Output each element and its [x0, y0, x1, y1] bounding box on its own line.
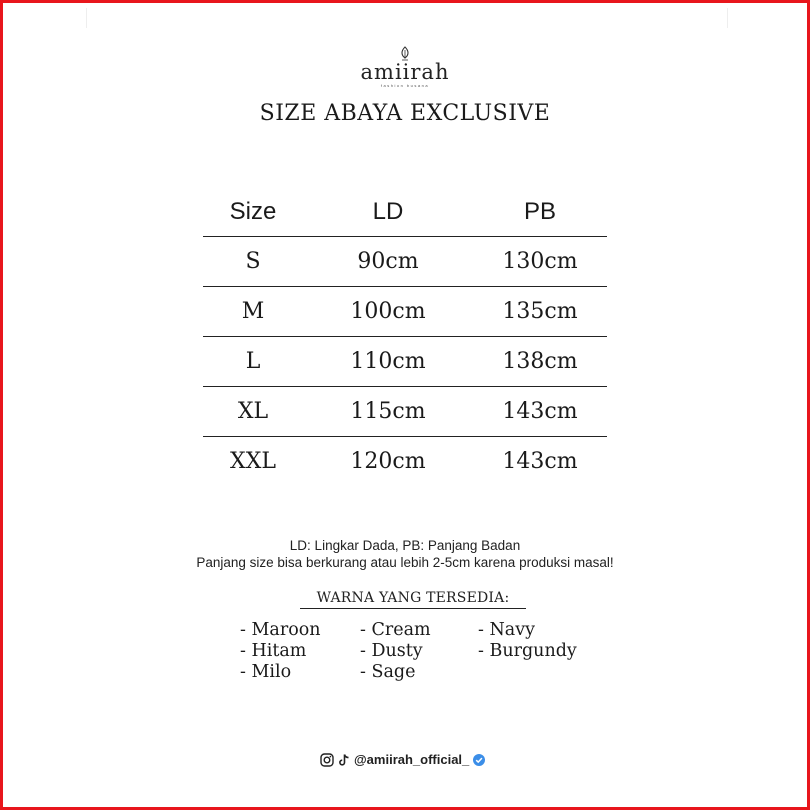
list-item: - Burgundy — [478, 641, 577, 661]
size-disclaimer: Panjang size bisa berkurang atau lebih 2-5cm karena produksi masal! — [196, 555, 614, 570]
table-row — [203, 387, 607, 437]
cell-ld: 115cm — [303, 387, 473, 437]
column-header-pb: PB — [523, 198, 556, 225]
color-list-column-1 — [240, 620, 321, 683]
tiktok-icon[interactable] — [337, 753, 351, 767]
table-row — [203, 437, 607, 487]
cell-pb: 138cm — [473, 337, 607, 387]
cell-size: XXL — [203, 437, 303, 487]
cell-size: S — [203, 237, 303, 287]
color-list-column-3 — [478, 620, 577, 662]
cell-pb: 143cm — [473, 387, 607, 437]
cell-ld: 90cm — [303, 237, 473, 287]
table-row — [203, 287, 607, 337]
size-table — [203, 188, 607, 486]
table-row — [203, 337, 607, 387]
cell-ld: 120cm — [303, 437, 473, 487]
list-item: - Milo — [240, 662, 292, 682]
color-list-column-2 — [360, 620, 431, 683]
faint-inner-frame — [86, 8, 728, 28]
cell-pb: 130cm — [473, 237, 607, 287]
instagram-icon[interactable] — [320, 753, 334, 767]
cell-ld: 110cm — [303, 337, 473, 387]
brand-tagline: fashion busana — [380, 83, 430, 88]
cell-pb: 135cm — [473, 287, 607, 337]
page-title: SIZE ABAYA EXCLUSIVE — [259, 101, 551, 126]
table-header-row — [203, 188, 607, 237]
abbreviation-legend: LD: Lingkar Dada, PB: Panjang Badan — [289, 538, 521, 553]
cell-size: M — [203, 287, 303, 337]
social-footer — [320, 752, 486, 767]
brand-logo — [0, 46, 810, 88]
colors-heading: WARNA YANG TERSEDIA: — [300, 590, 526, 609]
column-header-size: Size — [229, 198, 277, 225]
verified-badge-icon — [472, 753, 486, 767]
column-header-ld: LD — [372, 198, 404, 225]
cell-ld: 100cm — [303, 287, 473, 337]
list-item: - Navy — [478, 620, 535, 640]
list-item: - Sage — [360, 662, 416, 682]
list-item: - Cream — [360, 620, 431, 640]
list-item: - Maroon — [240, 620, 321, 640]
table-row — [203, 237, 607, 287]
list-item: - Dusty — [360, 641, 423, 661]
brand-name: amiirah — [360, 60, 450, 84]
cell-size: L — [203, 337, 303, 387]
list-item: - Hitam — [240, 641, 307, 661]
cell-pb: 143cm — [473, 437, 607, 487]
social-handle[interactable]: @amiirah_official_ — [354, 752, 470, 767]
cell-size: XL — [203, 387, 303, 437]
